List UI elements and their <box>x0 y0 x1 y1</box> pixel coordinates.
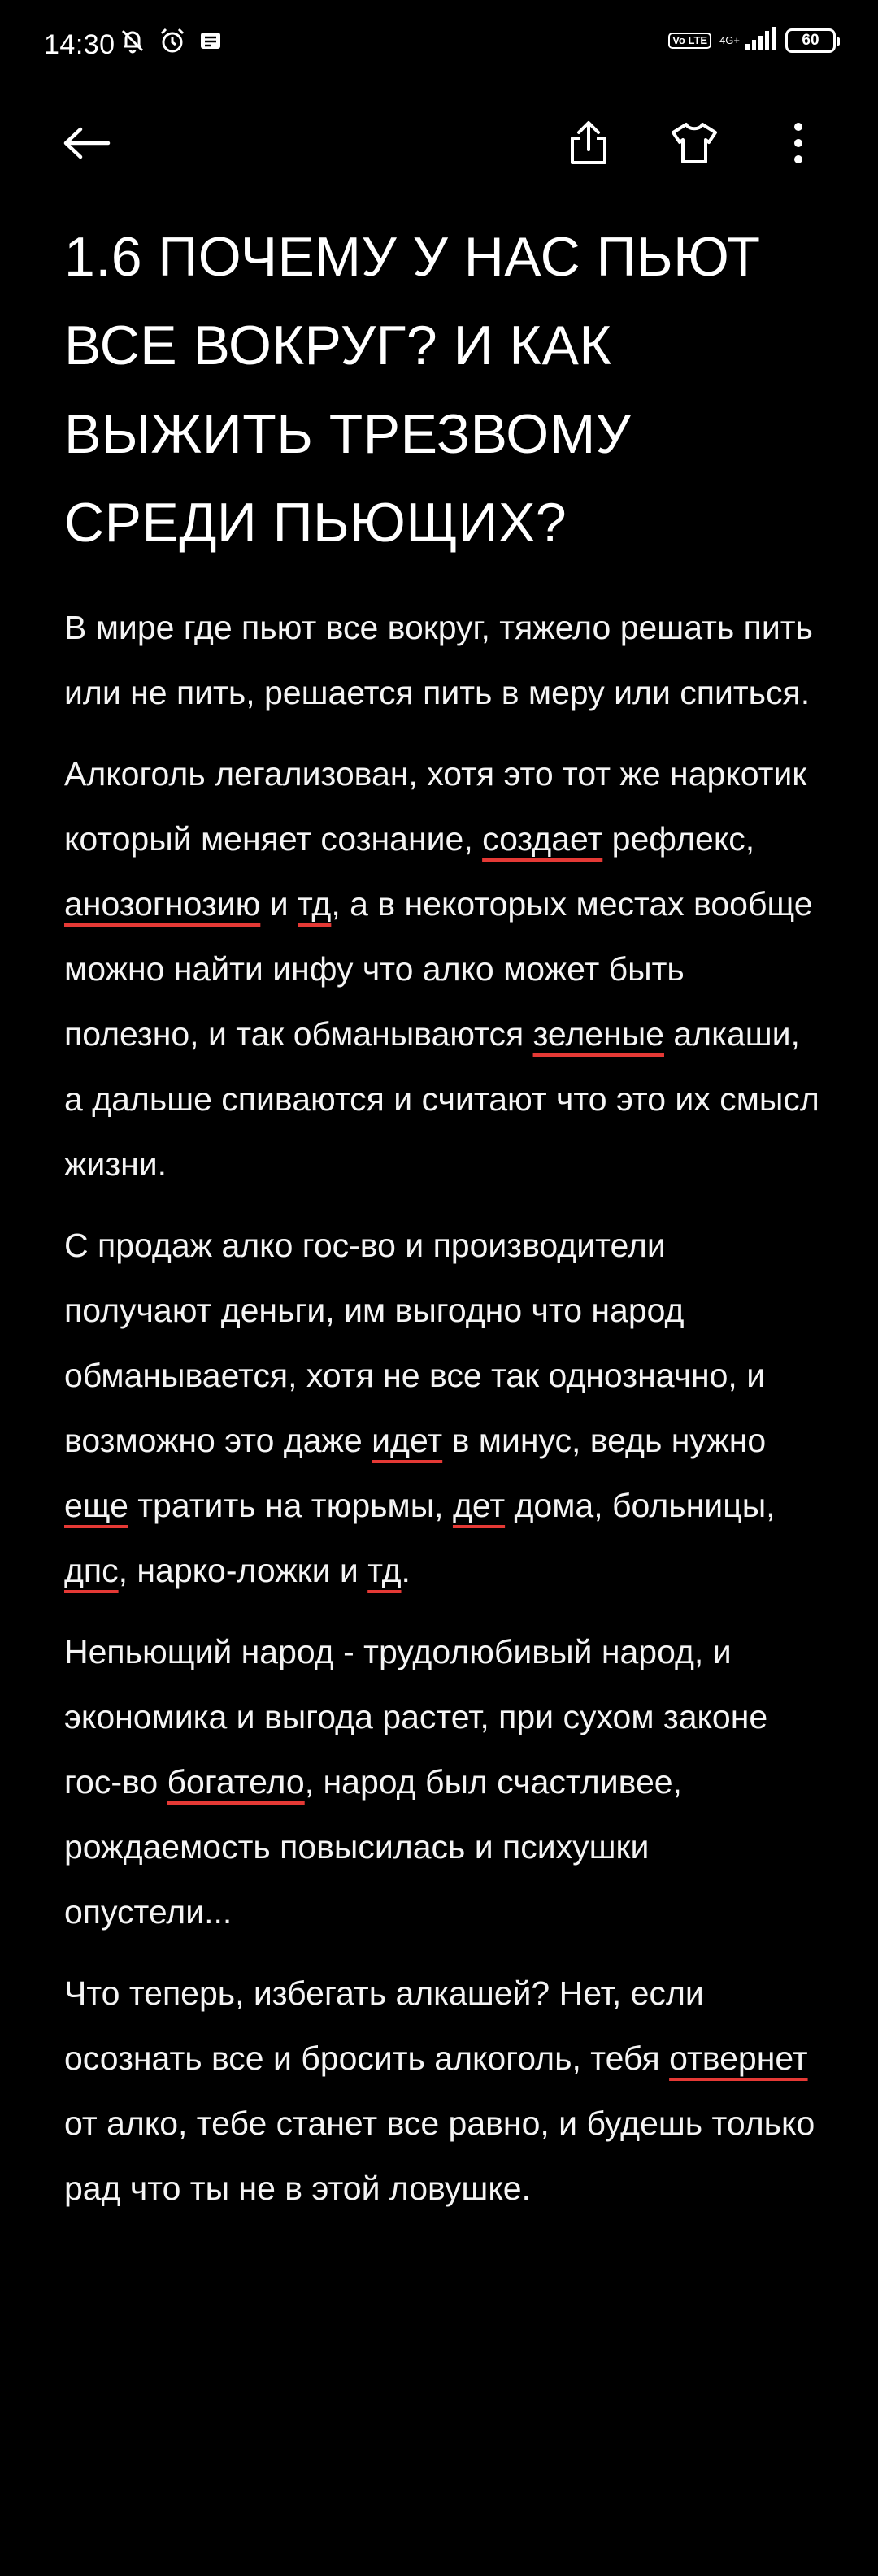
arrow-left-icon <box>61 127 111 163</box>
text-run: дома, больницы, <box>505 1487 776 1524</box>
more-options-button[interactable] <box>766 112 831 177</box>
text-run: и <box>260 885 298 923</box>
text-run: , а в некоторых местах вообще можно найти инфу что алко может быть полезно, и так обманываются <box>64 885 813 1053</box>
text-run: в минус, ведь нужно <box>442 1422 767 1459</box>
text-run: от алко, тебе станет все равно, и будешь только рад что ты не в этой ловушке. <box>64 2105 815 2207</box>
share-icon <box>567 120 610 170</box>
battery-indicator: 60 <box>785 28 836 53</box>
misspelled-word[interactable]: дпс <box>64 1552 119 1589</box>
text-run: В мире где пьют все вокруг, тяжело решать пить или не пить, решается пить в меру или спиться. <box>64 609 813 711</box>
network-type-label: 4G+ <box>719 33 740 46</box>
article-body <box>64 595 820 2221</box>
signal-strength-icon <box>745 26 777 54</box>
misspelled-word[interactable]: тд <box>298 885 332 923</box>
more-vertical-icon <box>793 122 804 168</box>
article-content <box>64 213 820 2237</box>
text-run: , нарко-ложки и <box>118 1552 368 1589</box>
back-button[interactable] <box>54 112 119 177</box>
misspelled-word[interactable]: создает <box>482 820 603 858</box>
text-run: С продаж алко гос-во и производители получают деньги, им выгодно что народ обманывается, хотя не все так однозначно, и возможно это даже <box>64 1227 766 1459</box>
misspelled-word[interactable]: отвернет <box>669 2040 808 2077</box>
theme-button[interactable] <box>662 112 727 177</box>
article-paragraph <box>64 1961 820 2221</box>
share-button[interactable] <box>556 112 621 177</box>
misspelled-word[interactable]: тд <box>367 1552 402 1589</box>
misspelled-word[interactable]: анозогнозию <box>64 885 261 923</box>
status-bar <box>0 0 878 89</box>
text-run: рефлекс, <box>602 820 755 858</box>
reader-toolbar <box>0 106 878 187</box>
misspelled-word[interactable]: еще <box>64 1487 128 1524</box>
misspelled-word[interactable]: зеленые <box>532 1015 664 1053</box>
status-notification-icons <box>119 26 223 55</box>
volte-badge: Vo LTE <box>668 33 711 49</box>
text-run: Непьющий народ - трудолюбивый народ, и экономика и выгода растет, при сухом законе гос-во <box>64 1633 768 1801</box>
tshirt-icon <box>670 121 719 169</box>
article-title: 1.6 ПОЧЕМУ У НАС ПЬЮТ ВСЕ ВОКРУГ? И КАК ВЫЖИТЬ ТРЕЗВОМУ СРЕДИ ПЬЮЩИХ? <box>64 226 761 554</box>
article-paragraph <box>64 741 820 1197</box>
text-run: тратить на тюрьмы, <box>128 1487 453 1524</box>
article-paragraph <box>64 595 820 725</box>
status-time: 14:30 <box>44 29 115 60</box>
alarm-clock-icon <box>158 26 187 55</box>
article-paragraph <box>64 1213 820 1603</box>
text-run: Что теперь, избегать алкашей? Нет, если осознать все и бросить алкоголь, тебя <box>64 1974 704 2077</box>
message-notification-icon <box>198 28 223 53</box>
text-run: , народ был счастливее, рождаемость повысилась и психушки опустели... <box>64 1763 682 1931</box>
text-run: Алкоголь легализован, хотя это тот же наркотик который меняет сознание, <box>64 755 807 858</box>
status-system-icons <box>668 26 836 54</box>
text-run: алкаши, а дальше спиваются и считают что это их смысл жизни. <box>64 1015 819 1183</box>
misspelled-word[interactable]: богатело <box>167 1763 305 1801</box>
article-paragraph <box>64 1619 820 1944</box>
text-run: . <box>401 1552 411 1589</box>
misspelled-word[interactable]: идет <box>372 1422 443 1459</box>
misspelled-word[interactable]: дет <box>452 1487 506 1524</box>
muted-notifications-icon <box>119 27 146 54</box>
